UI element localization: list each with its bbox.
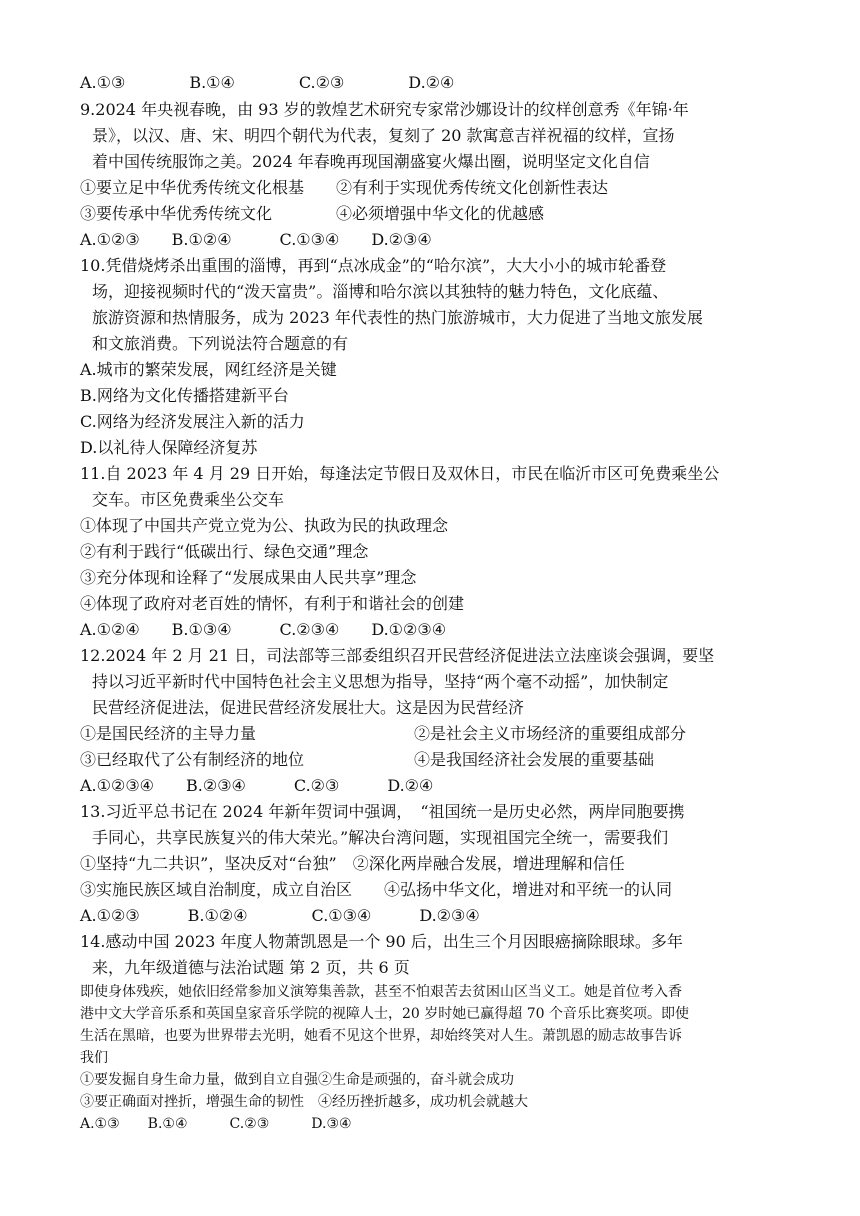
q10-stem-line-2: 场，迎接视频时代的“泼天富贵”。淄博和哈尔滨以其独特的魅力特色，文化底蕴、: [92, 282, 669, 301]
q12-choice-4: ④是我国经济社会发展的重要基础: [414, 750, 655, 769]
q11-choice-3: ③充分体现和诠释了“发展成果由人民共享”理念: [80, 568, 417, 587]
q14-options: A.①③ B.①④ C.②③ D.③④: [80, 1116, 352, 1132]
q11-choice-4: ④体现了政府对老百姓的情怀，有利于和谐社会的创建: [80, 594, 465, 613]
q14-choices-line-1: ①要发掘自身生命力量，做到自立自强②生命是顽强的，奋斗就会成功: [80, 1072, 514, 1088]
q9-stem-line-2: 景》，以汉、唐、宋、明四个朝代为代表，复刻了 20 款寓意吉祥祝福的纹样，宣扬: [92, 126, 675, 145]
q13-stem-line-2: 手同心，共享民族复兴的伟大荣光。”解决台湾问题，实现祖国完全统一，需要我们: [92, 828, 669, 847]
q12-stem-line-3: 民营经济促进法，促进民营经济发展壮大。这是因为民营经济: [92, 698, 525, 717]
q10-option-c: C.网络为经济发展注入新的活力: [80, 412, 305, 431]
q11-choice-2: ②有利于践行“低碳出行、绿色交通”理念: [80, 542, 369, 561]
q9-choices-line-1: ①要立足中华优秀传统文化根基 ②有利于实现优秀传统文化创新性表达: [80, 178, 609, 197]
q14-stem-line-6: 我们: [80, 1050, 108, 1066]
q12-stem-line-1: 12.2024 年 2 月 21 日，司法部等三部委组织召开民营经济促进法立法座谈会强调，要坚: [80, 646, 715, 665]
q13-choices-line-1: ①坚持“九二共识”，坚决反对“台独” ②深化两岸融合发展，增进理解和信任: [80, 854, 625, 873]
q9-options: A.①②③ B.①②④ C.①③④ D.②③④: [80, 230, 432, 249]
q14-stem-line-3: 即使身体残疾，她依旧经常参加义演筹集善款，甚至不怕艰苦去贫困山区当义工。她是首位考入香: [80, 984, 682, 1000]
q13-choices-line-2: ③实施民族区域自治制度，成立自治区 ④弘扬中华文化，增进对和平统一的认同: [80, 880, 673, 899]
q10-option-a: A.城市的繁荣发展，网红经济是关键: [80, 360, 337, 379]
q10-option-b: B.网络为文化传播搭建新平台: [80, 386, 289, 405]
q10-stem-line-3: 旅游资源和热情服务，成为 2023 年代表性的热门旅游城市，大力促进了当地文旅发展: [92, 308, 703, 327]
q14-stem-line-5: 生活在黑暗，也要为世界带去光明，她看不见这个世界，却始终笑对人生。萧凯恩的励志故事告诉: [80, 1028, 682, 1044]
q14-stem-line-4: 港中文大学音乐系和英国皇家音乐学院的视障人士，20 岁时她已赢得超 70 个音乐比赛奖项。即使: [80, 1006, 689, 1022]
q12-options: A.①②③④ B.②③④ C.②③ D.②④: [80, 776, 434, 795]
q12-choice-1: ①是国民经济的主导力量: [80, 724, 257, 743]
q10-stem-line-1: 10.凭借烧烤杀出重围的淄博，再到“点冰成金”的“哈尔滨”，大大小小的城市轮番登: [80, 256, 667, 275]
q11-stem-line-2: 交车。市区免费乘坐公交车: [92, 490, 285, 509]
q12-choice-2: ②是社会主义市场经济的重要组成部分: [414, 724, 687, 743]
q11-options: A.①②④ B.①③④ C.②③④ D.①②③④: [80, 620, 447, 639]
q9-stem-line-3: 着中国传统服饰之美。2024 年春晚再现国潮盛宴火爆出圈，说明坚定文化自信: [92, 152, 650, 171]
q10-option-d: D.以礼待人保障经济复苏: [80, 438, 258, 457]
q8-options: A.①③ B.①④ C.②③ D.②④: [80, 73, 455, 92]
q12-stem-line-2: 持以习近平新时代中国特色社会主义思想为指导，坚持“两个毫不动摇”，加快制定: [92, 672, 669, 691]
q12-choice-3: ③已经取代了公有制经济的地位: [80, 750, 305, 769]
q11-stem-line-1: 11.自 2023 年 4 月 29 日开始，每逢法定节假日及双休日，市民在临沂市区可免费乘坐公: [80, 464, 720, 483]
q14-choices-line-2: ③要正确面对挫折，增强生命的韧性 ④经历挫折越多，成功机会就越大: [80, 1094, 528, 1110]
q14-stem-line-1: 14.感动中国 2023 年度人物萧凯恩是一个 90 后，出生三个月因眼癌摘除眼球。多年: [80, 932, 683, 951]
q9-choices-line-2: ③要传承中华优秀传统文化 ④必须增强中华文化的优越感: [80, 204, 545, 223]
q13-options: A.①②③ B.①②④ C.①③④ D.②③④: [80, 906, 480, 925]
q11-choice-1: ①体现了中国共产党立党为公、执政为民的执政理念: [80, 516, 449, 535]
q13-stem-line-1: 13.习近平总书记在 2024 年新年贺词中强调， “祖国统一是历史必然，两岸同胞要携: [80, 802, 685, 821]
q10-stem-line-4: 和文旅消费。下列说法符合题意的有: [92, 334, 349, 353]
q9-stem-line-1: 9.2024 年央视春晚，由 93 岁的敦煌艺术研究专家常沙娜设计的纹样创意秀《年锦·年: [80, 100, 689, 119]
q14-stem-line-2-with-page-footer: 来，九年级道德与法治试题 第 2 页，共 6 页: [92, 958, 410, 977]
